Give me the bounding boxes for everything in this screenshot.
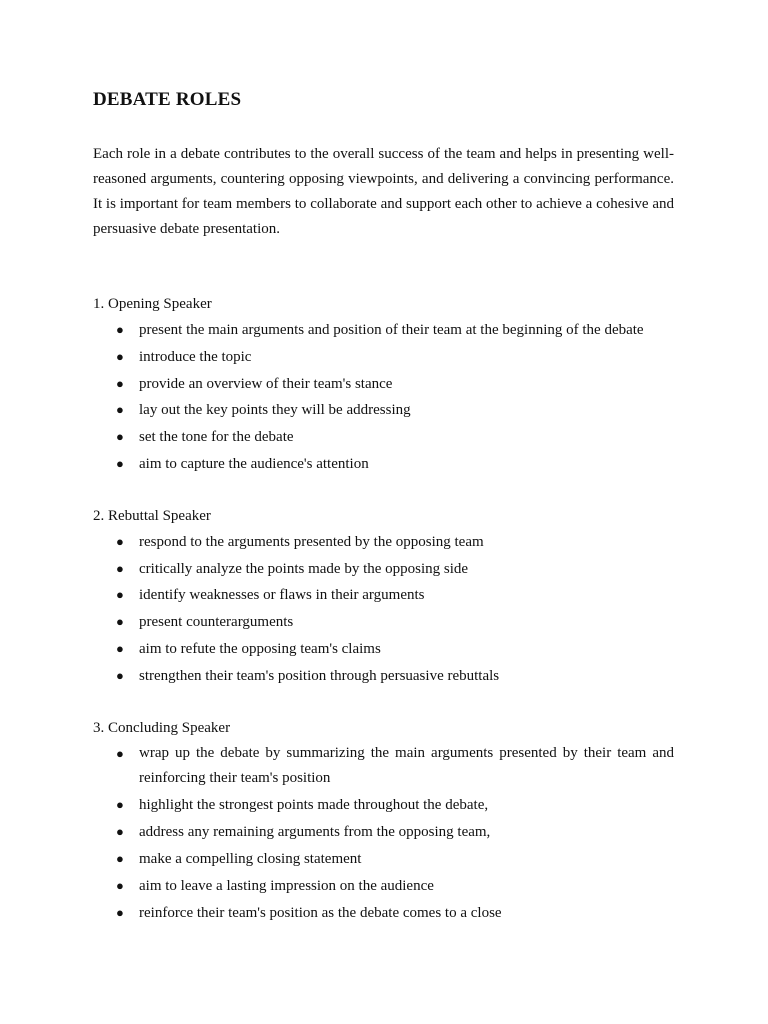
bullet-icon: ● bbox=[116, 667, 124, 683]
list-item-text: lay out the key points they will be addressing bbox=[139, 402, 411, 419]
intro-paragraph: Each role in a debate contributes to the overall success of the team and helps in presenting well-reasoned arguments, countering opposing viewpoints, and delivering a convincing performance. It is important for team members to collaborate and support each other to achieve a cohesive and persuasive debate presentation. bbox=[93, 146, 674, 237]
document-page bbox=[93, 88, 674, 926]
list-item-text: provide an overview of their team's stance bbox=[139, 375, 393, 392]
list-item bbox=[93, 397, 674, 424]
list-item-text: aim to leave a lasting impression on the audience bbox=[139, 877, 434, 894]
list-item-text: aim to capture the audience's attention bbox=[139, 455, 369, 472]
list-item bbox=[93, 582, 674, 609]
list-item bbox=[93, 609, 674, 636]
bullet-icon: ● bbox=[116, 850, 124, 866]
list-item bbox=[93, 424, 674, 451]
document-title: DEBATE ROLES bbox=[93, 89, 242, 110]
section-rebuttal-speaker bbox=[93, 503, 674, 690]
list-item-text: identify weaknesses or flaws in their arguments bbox=[139, 587, 425, 604]
list-item bbox=[93, 371, 674, 398]
list-item-text: strengthen their team's position through persuasive rebuttals bbox=[139, 667, 500, 684]
list-item-text: make a compelling closing statement bbox=[139, 850, 362, 867]
list-item bbox=[93, 741, 674, 791]
bullet-list bbox=[93, 317, 674, 478]
list-item bbox=[93, 792, 674, 819]
bullet-list bbox=[93, 529, 674, 690]
list-item bbox=[93, 529, 674, 556]
bullet-icon: ● bbox=[116, 402, 124, 418]
section-heading: 2. Rebuttal Speaker bbox=[93, 507, 211, 524]
list-item bbox=[93, 873, 674, 900]
list-item-text: reinforce their team's position as the debate comes to a close bbox=[139, 904, 502, 921]
section-heading: 1. Opening Speaker bbox=[93, 296, 212, 312]
bullet-icon: ● bbox=[116, 560, 124, 576]
bullet-icon: ● bbox=[116, 614, 124, 630]
list-item bbox=[93, 900, 674, 927]
list-item-text: wrap up the debate by summarizing the main arguments presented by their team and reinforcing their team's position bbox=[139, 744, 674, 786]
list-item bbox=[93, 636, 674, 663]
list-item bbox=[93, 819, 674, 846]
list-item-text: present counterarguments bbox=[139, 614, 294, 631]
list-item-text: set the tone for the debate bbox=[139, 429, 294, 446]
list-item bbox=[93, 556, 674, 583]
list-item-text: introduce the topic bbox=[139, 348, 252, 365]
bullet-icon: ● bbox=[116, 455, 124, 471]
list-item bbox=[93, 317, 674, 344]
bullet-icon: ● bbox=[116, 745, 124, 761]
bullet-icon: ● bbox=[116, 533, 124, 549]
bullet-icon: ● bbox=[116, 587, 124, 603]
section-concluding-speaker bbox=[93, 715, 674, 927]
bullet-icon: ● bbox=[116, 322, 124, 337]
list-item bbox=[93, 344, 674, 371]
list-item-text: present the main arguments and position of their team at the beginning of the debate bbox=[139, 322, 644, 338]
bullet-icon: ● bbox=[116, 348, 124, 364]
list-item-text: respond to the arguments presented by the opposing team bbox=[139, 533, 484, 550]
section-opening-speaker bbox=[93, 291, 674, 478]
list-item bbox=[93, 846, 674, 873]
list-item-text: address any remaining arguments from the opposing team, bbox=[139, 824, 491, 841]
list-item bbox=[93, 663, 674, 690]
bullet-icon: ● bbox=[116, 640, 124, 656]
bullet-icon: ● bbox=[116, 429, 124, 445]
bullet-list bbox=[93, 741, 674, 927]
list-item-text: critically analyze the points made by the opposing side bbox=[139, 560, 469, 577]
list-item-text: highlight the strongest points made throughout the debate, bbox=[139, 797, 489, 814]
bullet-icon: ● bbox=[116, 877, 124, 893]
list-item bbox=[93, 451, 674, 478]
bullet-icon: ● bbox=[116, 797, 124, 813]
bullet-icon: ● bbox=[116, 824, 124, 840]
list-item-text: aim to refute the opposing team's claims bbox=[139, 640, 381, 657]
bullet-icon: ● bbox=[116, 904, 124, 920]
section-heading: 3. Concluding Speaker bbox=[93, 719, 231, 736]
bullet-icon: ● bbox=[116, 375, 124, 391]
